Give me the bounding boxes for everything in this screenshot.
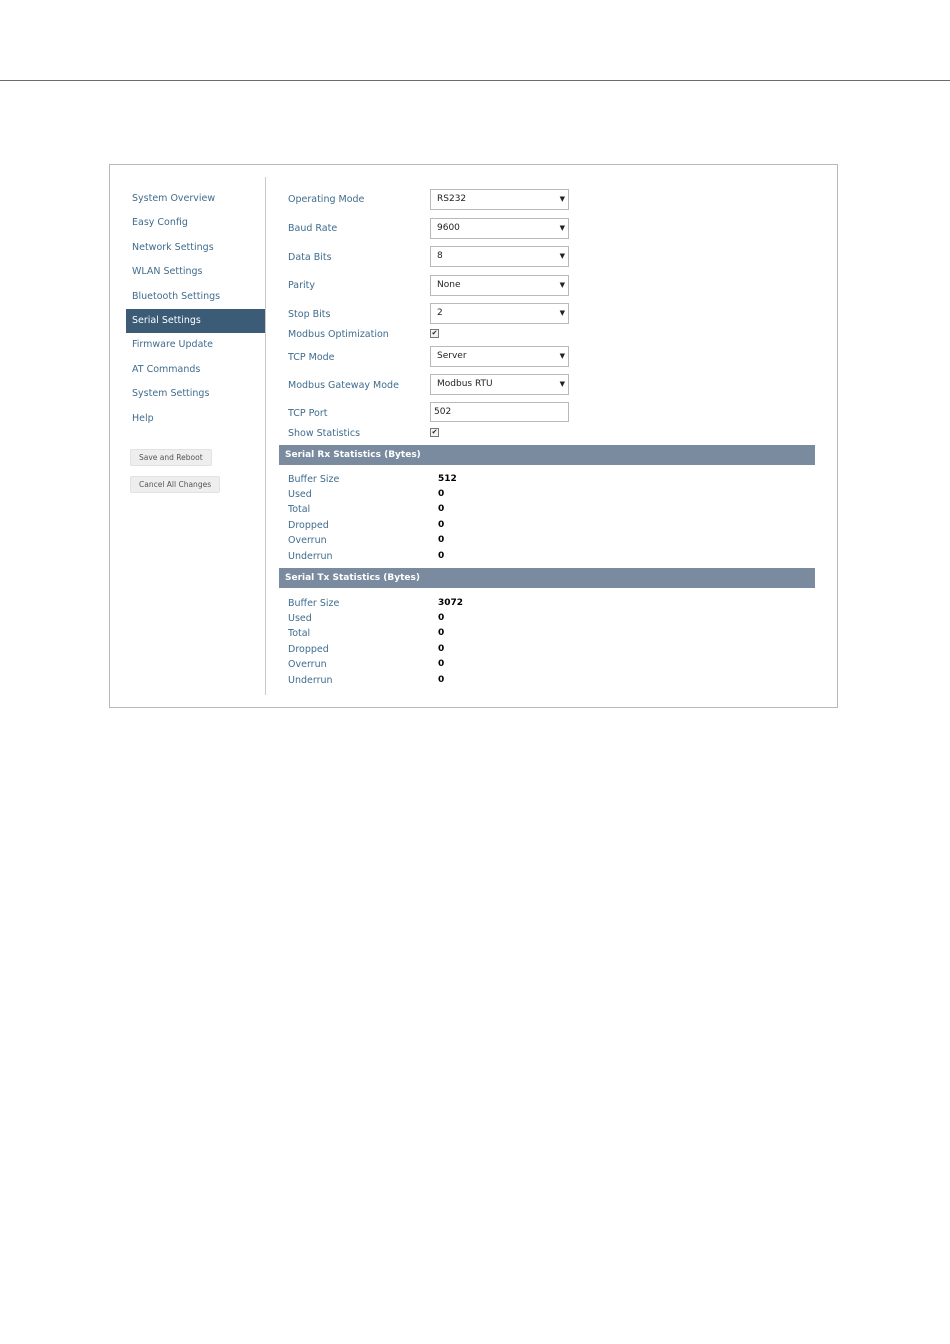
save-and-reboot-button[interactable]: Save and Reboot	[130, 449, 212, 466]
data-bits-value: 8	[437, 251, 443, 261]
chevron-down-icon: ▼	[559, 252, 565, 260]
sidebar-item-help[interactable]: Help	[132, 412, 154, 424]
stop-bits-label: Stop Bits	[288, 309, 331, 320]
parity-value: None	[437, 280, 461, 290]
sidebar-item-firmware-update[interactable]: Firmware Update	[132, 339, 213, 351]
operating-mode-select[interactable]	[430, 189, 569, 210]
tx-statistics-header: Serial Tx Statistics (Bytes)	[279, 568, 815, 588]
sidebar-item-network-settings[interactable]: Network Settings	[132, 241, 214, 253]
tx-overrun-value: 0	[438, 659, 445, 669]
parity-label: Parity	[288, 280, 316, 291]
tcp-mode-value: Server	[437, 351, 467, 361]
rx-buffer-size-value: 512	[438, 474, 457, 484]
tx-buffer-size-label: Buffer Size	[288, 598, 340, 609]
data-bits-select[interactable]	[430, 246, 569, 267]
rx-statistics-header: Serial Rx Statistics (Bytes)	[279, 445, 815, 465]
settings-panel	[109, 164, 838, 708]
chevron-down-icon: ▼	[559, 281, 565, 289]
tx-total-value: 0	[438, 628, 445, 638]
chevron-down-icon: ▼	[559, 309, 565, 317]
chevron-down-icon: ▼	[559, 380, 565, 388]
tx-used-value: 0	[438, 613, 445, 623]
tx-buffer-size-value: 3072	[438, 598, 464, 608]
rx-dropped-value: 0	[438, 520, 445, 530]
chevron-down-icon: ▼	[559, 224, 565, 232]
rx-used-value: 0	[438, 489, 445, 499]
parity-select[interactable]	[430, 275, 569, 296]
rx-underrun-value: 0	[438, 551, 445, 561]
sidebar-divider	[265, 177, 266, 695]
modbus-gateway-mode-select[interactable]	[430, 374, 569, 395]
stop-bits-select[interactable]	[430, 303, 569, 324]
baud-rate-value: 9600	[437, 223, 460, 233]
chevron-down-icon: ▼	[559, 195, 565, 203]
data-bits-label: Data Bits	[288, 252, 332, 263]
sidebar-item-system-settings[interactable]: System Settings	[132, 388, 210, 400]
tx-dropped-value: 0	[438, 644, 445, 654]
rx-total-value: 0	[438, 504, 445, 514]
rx-underrun-label: Underrun	[288, 551, 333, 562]
tx-underrun-value: 0	[438, 675, 445, 685]
baud-rate-label: Baud Rate	[288, 223, 338, 234]
operating-mode-label: Operating Mode	[288, 194, 365, 205]
tcp-port-label: TCP Port	[288, 408, 328, 419]
sidebar-item-bluetooth-settings[interactable]: Bluetooth Settings	[132, 290, 221, 302]
sidebar-item-wlan-settings[interactable]: WLAN Settings	[132, 266, 203, 278]
modbus-gateway-mode-value: Modbus RTU	[437, 379, 493, 389]
modbus-gateway-mode-label: Modbus Gateway Mode	[288, 380, 399, 391]
rx-buffer-size-label: Buffer Size	[288, 474, 340, 485]
rx-used-label: Used	[288, 489, 312, 500]
rx-total-label: Total	[288, 504, 311, 515]
tcp-mode-label: TCP Mode	[288, 352, 335, 363]
show-statistics-checkbox[interactable]: ✔	[431, 428, 438, 436]
sidebar-item-at-commands[interactable]: AT Commands	[132, 363, 201, 375]
tx-used-label: Used	[288, 613, 312, 624]
chevron-down-icon: ▼	[559, 352, 565, 360]
cancel-all-changes-button[interactable]: Cancel All Changes	[130, 476, 220, 493]
sidebar-item-system-overview[interactable]: System Overview	[132, 193, 216, 204]
sidebar-item-serial-settings[interactable]: Serial Settings	[126, 309, 266, 333]
operating-mode-value: RS232	[437, 194, 467, 204]
tx-dropped-label: Dropped	[288, 644, 329, 655]
tx-underrun-label: Underrun	[288, 675, 333, 686]
tcp-mode-select[interactable]	[430, 346, 569, 367]
stop-bits-value: 2	[437, 308, 443, 318]
sidebar	[126, 187, 266, 493]
top-rule	[0, 80, 950, 81]
tx-total-label: Total	[288, 628, 311, 639]
sidebar-item-easy-config[interactable]: Easy Config	[132, 217, 188, 229]
tx-overrun-label: Overrun	[288, 659, 327, 670]
rx-overrun-value: 0	[438, 535, 445, 545]
rx-dropped-label: Dropped	[288, 520, 329, 531]
baud-rate-select[interactable]	[430, 218, 569, 239]
show-statistics-label: Show Statistics	[288, 428, 361, 439]
tcp-port-input[interactable]: 502	[430, 402, 569, 422]
modbus-optimization-label: Modbus Optimization	[288, 329, 389, 340]
modbus-optimization-checkbox[interactable]: ✔	[431, 329, 438, 337]
rx-overrun-label: Overrun	[288, 535, 327, 546]
